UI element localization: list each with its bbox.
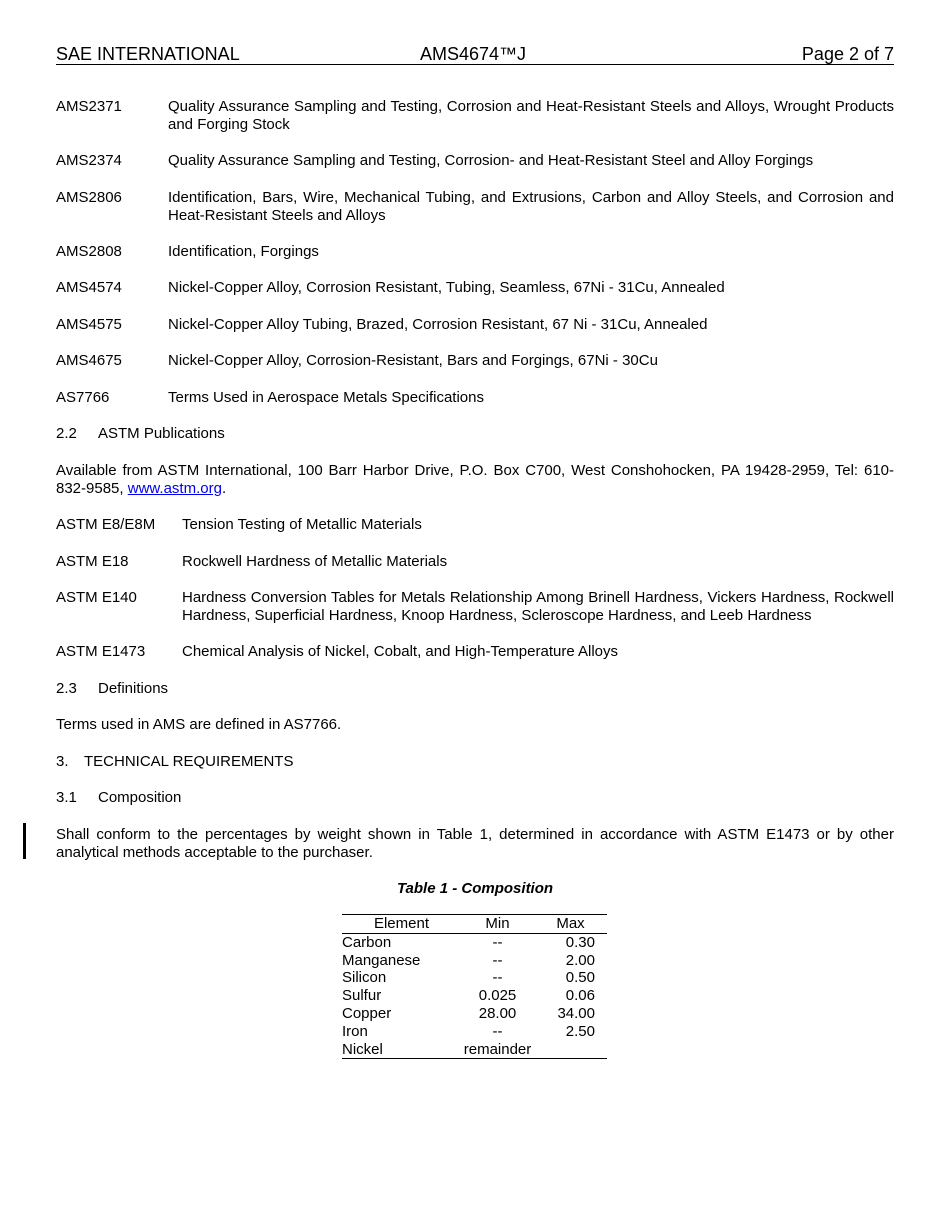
section-heading-3-1 [56,789,181,807]
table-row [342,987,607,1005]
reference-title: Quality Assurance Sampling and Testing, Corrosion and Heat-Resistant Steels and Alloys, Wrought Products and Forging Stock [168,98,894,133]
reference-code: AS7766 [56,389,110,406]
section-title: Composition [98,789,182,806]
table-row [342,933,607,951]
table-row [342,952,607,970]
reference-code: AMS4574 [56,279,122,296]
section-heading-2-2 [56,425,225,443]
reference-code: ASTM E18 [56,553,129,570]
element-cell: Silicon [342,969,387,987]
section-heading-2-3 [56,680,168,698]
section-title: ASTM Publications [98,425,225,442]
min-cell: -- [492,969,503,987]
section-number: 3. [56,753,69,770]
max-cell: 0.06 [565,987,595,1005]
reference-title: Identification, Bars, Wire, Mechanical Tubing, and Extrusions, Carbon and Alloy Steels, and Corrosion and Heat-Resistant Steels and Alloys [168,189,894,224]
table-title: Table 1 - Composition [396,880,554,897]
table-row [342,1041,607,1059]
reference-code: AMS4675 [56,352,122,369]
max-cell: 2.50 [565,1022,595,1040]
min-cell: 28.00 [478,1004,517,1022]
reference-code: AMS4575 [56,316,122,333]
element-cell: Manganese [342,951,421,969]
availability-period: . [221,480,227,497]
table-header-row [342,915,607,934]
reference-code: AMS2806 [56,189,122,206]
reference-code: ASTM E8/E8M [56,516,156,533]
min-cell: -- [492,933,503,951]
section-number: 2.3 [56,680,77,697]
header-page-number: Page 2 of 7 [801,44,894,64]
max-cell [534,1041,607,1059]
revision-change-bar [23,823,26,859]
section-number: 2.2 [56,425,77,442]
reference-title: Chemical Analysis of Nickel, Cobalt, and High-Temperature Alloys [182,643,619,660]
composition-table [342,914,607,1059]
element-cell: Sulfur [342,987,382,1005]
reference-code: AMS2808 [56,243,122,260]
min-cell: -- [492,951,503,969]
min-cell: -- [492,1022,503,1040]
section-title: Definitions [98,680,169,697]
reference-code: ASTM E140 [56,589,137,606]
reference-title: Nickel-Copper Alloy Tubing, Brazed, Corrosion Resistant, 67 Ni - 31Cu, Annealed [168,316,708,333]
column-header-element: Element [373,915,429,932]
reference-code: AMS2374 [56,152,122,169]
reference-title: Identification, Forgings [168,243,319,260]
max-cell: 0.50 [565,969,595,987]
min-cell: remainder [463,1040,532,1058]
min-cell: 0.025 [478,987,517,1005]
section-heading-3 [56,753,293,771]
element-cell: Nickel [342,1040,383,1058]
reference-code: ASTM E1473 [56,643,146,660]
element-cell: Carbon [342,933,392,951]
reference-title: Rockwell Hardness of Metallic Materials [182,553,448,570]
reference-title: Nickel-Copper Alloy, Corrosion-Resistant, Bars and Forgings, 67Ni - 30Cu [168,352,658,369]
table-row [342,969,607,987]
max-cell: 0.30 [565,933,595,951]
section-title: TECHNICAL REQUIREMENTS [84,753,294,770]
max-cell: 34.00 [557,1004,595,1022]
reference-code: AMS2371 [56,98,122,115]
astm-website-link[interactable]: www.astm.org [127,480,222,497]
astm-availability-paragraph [56,462,894,498]
reference-title: Nickel-Copper Alloy, Corrosion Resistant, Tubing, Seamless, 67Ni - 31Cu, Annealed [168,279,725,296]
page-header [56,44,894,65]
availability-text: Available from ASTM International, 100 Barr Harbor Drive, P.O. Box C700, West Conshohocken, PA 19428-2959, Tel: 610-832-9585, [56,462,894,497]
definitions-paragraph: Terms used in AMS are defined in AS7766. [56,716,342,733]
element-cell: Iron [342,1022,368,1040]
table-row [342,1023,607,1041]
section-number: 3.1 [56,789,77,806]
table-row [342,1005,607,1023]
reference-title: Quality Assurance Sampling and Testing, Corrosion- and Heat-Resistant Steel and Alloy Forgings [168,152,814,169]
composition-paragraph: Shall conform to the percentages by weight shown in Table 1, determined in accordance with ASTM E1473 or by other analytical methods acceptable to the purchaser. [56,826,894,861]
reference-title: Terms Used in Aerospace Metals Specifications [168,389,484,406]
reference-title: Hardness Conversion Tables for Metals Relationship Among Brinell Hardness, Vickers Hardness, Rockwell Hardness, Superficial Hardness, Knoop Hardness, Scleroscope Hardness, and Leeb Hardness [182,589,894,624]
reference-title: Tension Testing of Metallic Materials [182,516,422,533]
column-header-min: Min [485,915,510,932]
column-header-max: Max [556,915,585,932]
max-cell: 2.00 [565,951,595,969]
header-doc-id: AMS4674™J [420,44,527,64]
header-org: SAE INTERNATIONAL [56,44,240,64]
element-cell: Copper [342,1004,392,1022]
